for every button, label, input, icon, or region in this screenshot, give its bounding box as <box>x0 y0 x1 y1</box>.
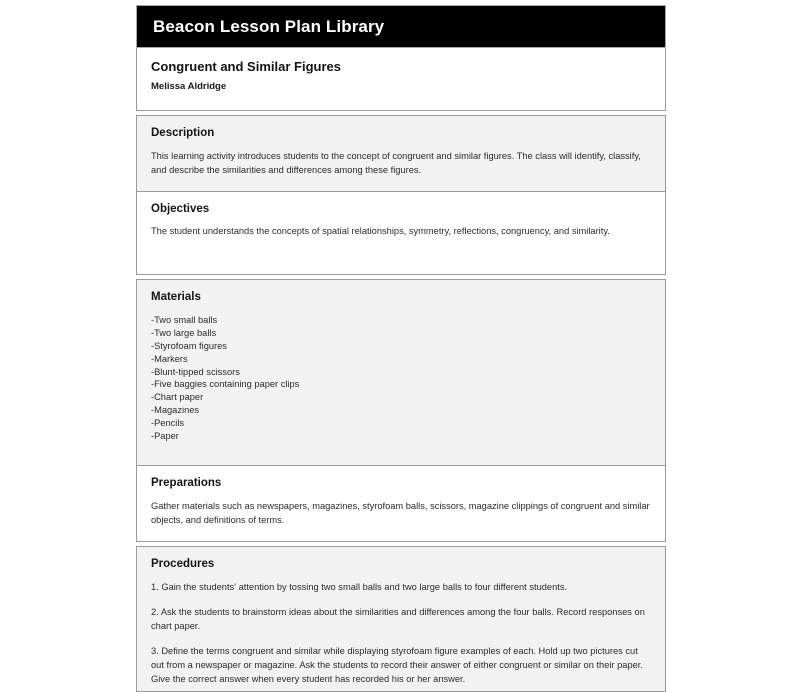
section-objectives <box>136 192 666 276</box>
section-preparations <box>136 466 666 542</box>
materials-list-item: -Five baggies containing paper clips <box>151 379 300 390</box>
materials-list-item: -Paper <box>151 430 179 441</box>
materials-list-item: -Styrofoam figures <box>151 340 227 351</box>
procedures-step: 1. Gain the students' attention by tossing two small balls and two large balls to four different students. <box>151 581 568 592</box>
lesson-header <box>136 48 666 111</box>
materials-list-item: -Blunt-tipped scissors <box>151 366 240 377</box>
materials-list <box>151 314 651 452</box>
section-description <box>136 115 666 192</box>
section-materials <box>136 279 666 466</box>
materials-list-item: -Two small balls <box>151 315 218 326</box>
materials-list-item: -Markers <box>151 353 188 364</box>
procedures-step: 2. Ask the students to brainstorm ideas about the similarities and differences among the four balls. Record responses on chart paper. <box>151 606 645 631</box>
site-banner <box>136 5 666 48</box>
procedures-step: 3. Define the terms congruent and similar while displaying styrofoam figure examples of each. Hold up two pictures cut out from a newspaper or magazine. Ask the students to record their answer of either congruent or similar on their paper. Give the correct answer when every student has recorded his or her answer. <box>151 645 643 684</box>
section-heading-preparations: Preparations <box>151 477 222 490</box>
materials-list-item: -Pencils <box>151 417 185 428</box>
section-procedures <box>136 546 666 691</box>
materials-list-item: -Magazines <box>151 404 200 415</box>
section-heading-procedures: Procedures <box>151 558 215 571</box>
section-body-description: This learning activity introduces students to the concept of congruent and similar figures. The class will identify, classify, and describe the similarities and differences among these figures. <box>151 150 641 175</box>
procedures-steps <box>151 581 651 687</box>
section-heading-objectives: Objectives <box>151 202 210 215</box>
site-title: Beacon Lesson Plan Library <box>153 17 385 36</box>
lesson-plan-document <box>136 5 666 692</box>
section-heading-description: Description <box>151 126 215 139</box>
section-body-objectives: The student understands the concepts of spatial relationships, symmetry, reflections, congruency, and similarity. <box>151 226 610 237</box>
section-heading-materials: Materials <box>151 291 201 304</box>
materials-list-item: -Chart paper <box>151 392 204 403</box>
lesson-title: Congruent and Similar Figures <box>151 59 341 74</box>
section-body-preparations: Gather materials such as newspapers, magazines, styrofoam balls, scissors, magazine clippings of congruent and similar objects, and definitions of terms. <box>151 501 650 526</box>
lesson-author: Melissa Aldridge <box>151 80 227 92</box>
materials-list-item: -Two large balls <box>151 328 217 339</box>
